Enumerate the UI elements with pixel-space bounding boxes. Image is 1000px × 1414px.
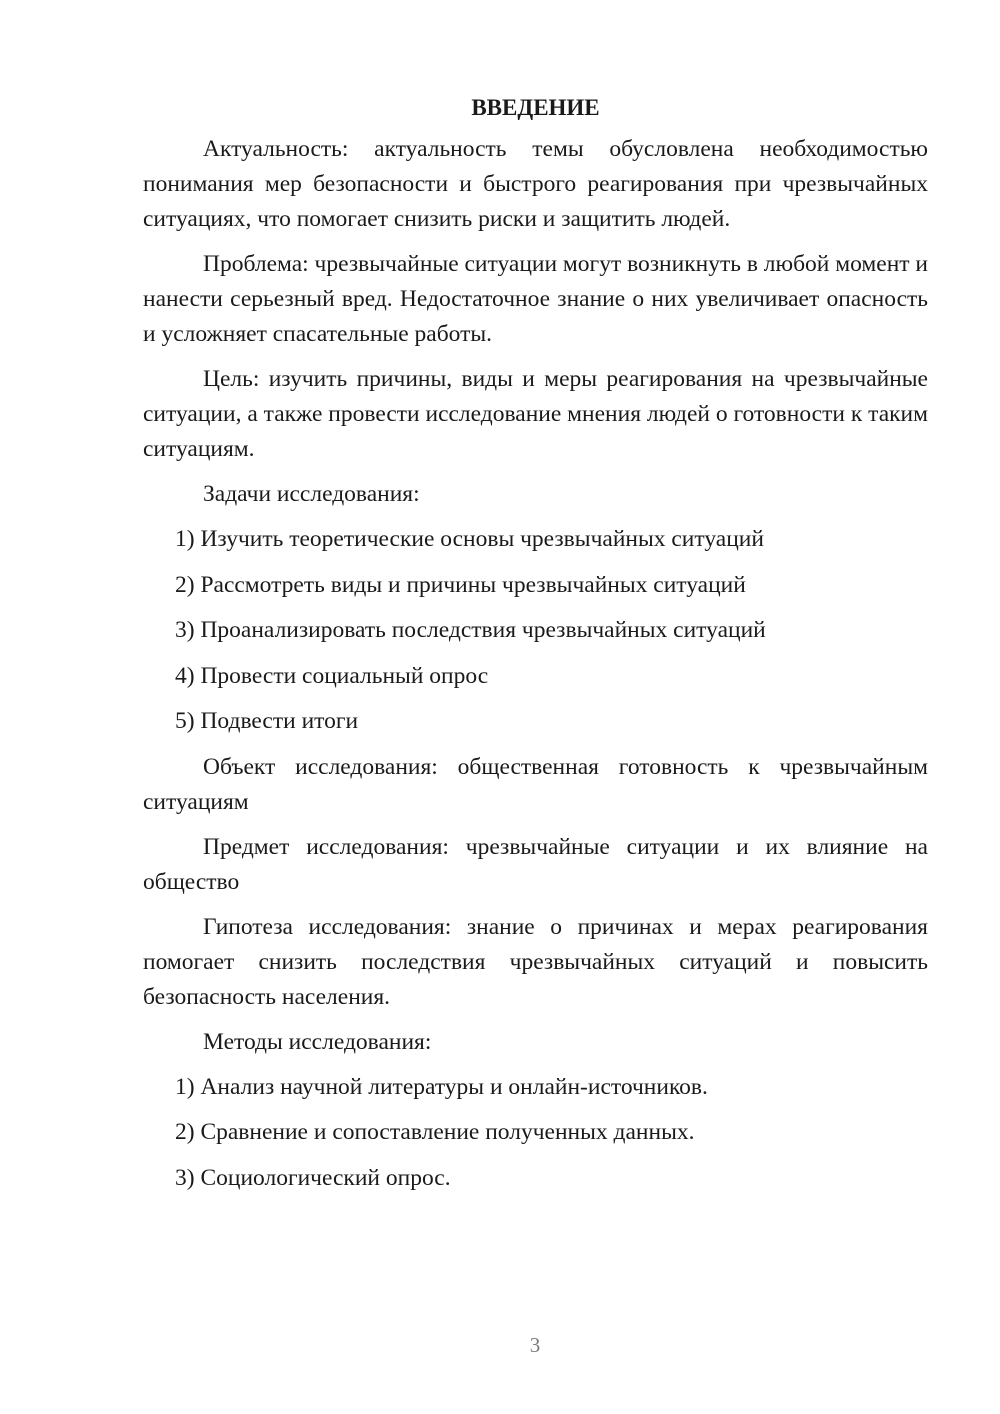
problem-paragraph: Проблема: чрезвычайные ситуации могут возникнуть в любой момент и нанести серьезный вред. Недостаточное знание о них увеличивает опасность и усложняет спасательные работы. xyxy=(143,251,929,347)
page-number: 3 xyxy=(529,1333,541,1357)
methods-heading: Методы исследования: xyxy=(203,1028,432,1055)
list-item: 2) Рассмотреть виды и причины чрезвычайных ситуаций xyxy=(175,571,746,598)
methods-list xyxy=(143,1070,928,1196)
hypothesis-paragraph: Гипотеза исследования: знание о причинах и мерах реагирования помогает снизить последствия чрезвычайных ситуаций и повысить безопасность населения. xyxy=(143,913,928,1010)
list-item: 1) Изучить теоретические основы чрезвычайных ситуаций xyxy=(175,526,764,552)
tasks-list xyxy=(143,522,928,739)
tasks-heading: Задачи исследования: xyxy=(203,481,420,507)
relevance-paragraph: Актуальность: актуальность темы обусловлена необходимостью понимания мер безопасности и быстрого реагирования при чрезвычайных ситуациях, что помогает снизить риски и защитить людей. xyxy=(143,136,928,232)
document-body xyxy=(143,88,928,1206)
object-paragraph: Объект исследования: общественная готовность к чрезвычайным ситуациям xyxy=(143,753,928,815)
section-title: ВВЕДЕНИЕ xyxy=(471,95,600,120)
list-item: 4) Провести социальный опрос xyxy=(175,662,489,689)
list-item: 5) Подвести итоги xyxy=(175,708,359,734)
list-item: 3) Проанализировать последствия чрезвычайных ситуаций xyxy=(175,617,766,643)
list-item: 2) Сравнение и сопоставление полученных данных. xyxy=(175,1119,695,1145)
list-item: 1) Анализ научной литературы и онлайн-источников. xyxy=(175,1073,708,1100)
list-item: 3) Социологический опрос. xyxy=(175,1164,451,1191)
subject-paragraph: Предмет исследования: чрезвычайные ситуации и их влияние на общество xyxy=(143,833,928,895)
goal-paragraph: Цель: изучить причины, виды и меры реагирования на чрезвычайные ситуации, а также провести исследование мнения людей о готовности к таким ситуациям. xyxy=(143,366,928,462)
